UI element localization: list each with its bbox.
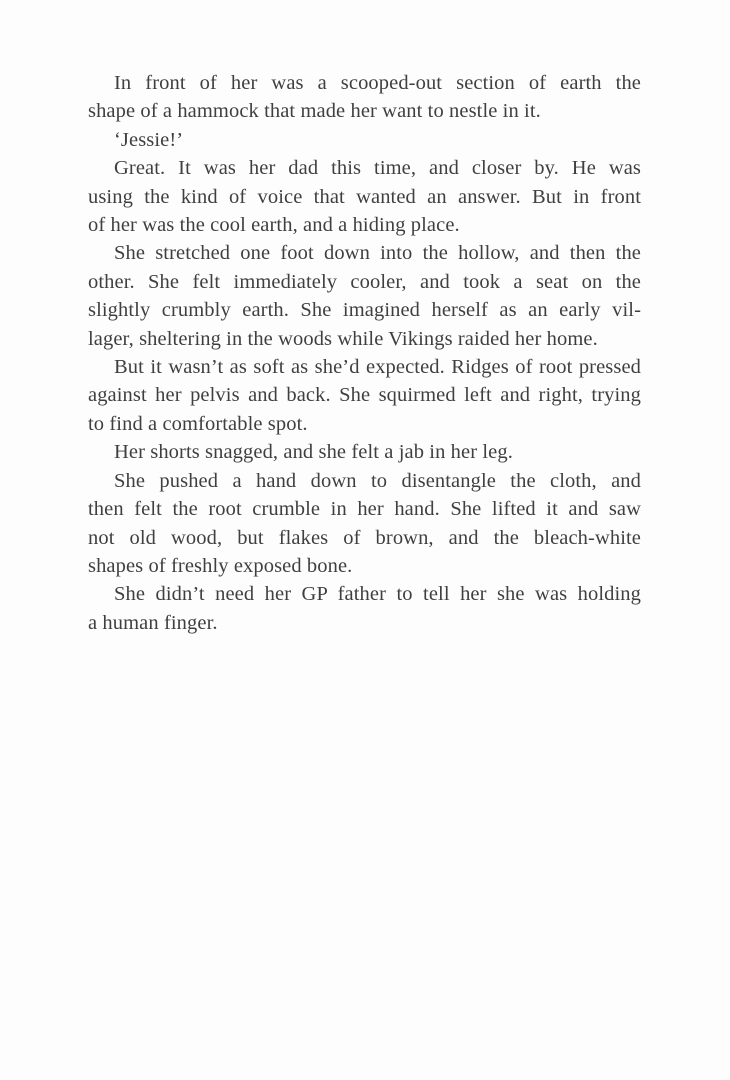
text-line: She stretched one foot down into the hollow, and then the xyxy=(114,242,641,265)
paragraph xyxy=(88,438,641,466)
paragraph xyxy=(88,353,641,438)
text-line: other. She felt immediately cooler, and took a seat on the xyxy=(88,270,641,293)
text-line: of her was the cool earth, and a hiding place. xyxy=(88,214,460,237)
text-line: But it wasn’t as soft as she’d expected. Ridges of root pressed xyxy=(114,356,641,379)
paragraph xyxy=(88,154,641,239)
page-text-block xyxy=(88,69,641,637)
text-line: shape of a hammock that made her want to nestle in it. xyxy=(88,100,541,123)
text-line: ‘Jessie!’ xyxy=(114,128,184,151)
paragraph xyxy=(88,126,641,154)
text-line: Her shorts snagged, and she felt a jab in her leg. xyxy=(114,441,513,464)
paragraph xyxy=(88,69,641,126)
text-line: to find a comfortable spot. xyxy=(88,412,308,435)
paragraph xyxy=(88,580,641,637)
text-line: slightly crumbly earth. She imagined herself as an early vil- xyxy=(88,299,641,322)
text-line: In front of her was a scooped-out section of earth the xyxy=(114,72,641,94)
text-line: lager, sheltering in the woods while Vikings raided her home. xyxy=(88,327,598,350)
text-line: Great. It was her dad this time, and closer by. He was xyxy=(114,157,641,180)
paragraph xyxy=(88,239,641,353)
text-line: then felt the root crumble in her hand. She lifted it and saw xyxy=(88,498,641,521)
text-line: a human finger. xyxy=(88,611,218,634)
text-line: shapes of freshly exposed bone. xyxy=(88,554,353,577)
text-line: not old wood, but flakes of brown, and the bleach-white xyxy=(88,526,641,549)
text-line: against her pelvis and back. She squirmed left and right, trying xyxy=(88,384,641,407)
text-line: She didn’t need her GP father to tell her she was holding xyxy=(114,583,641,606)
text-line: She pushed a hand down to disentangle the cloth, and xyxy=(114,469,641,492)
paragraph xyxy=(88,467,641,581)
text-line: using the kind of voice that wanted an answer. But in front xyxy=(88,185,641,208)
